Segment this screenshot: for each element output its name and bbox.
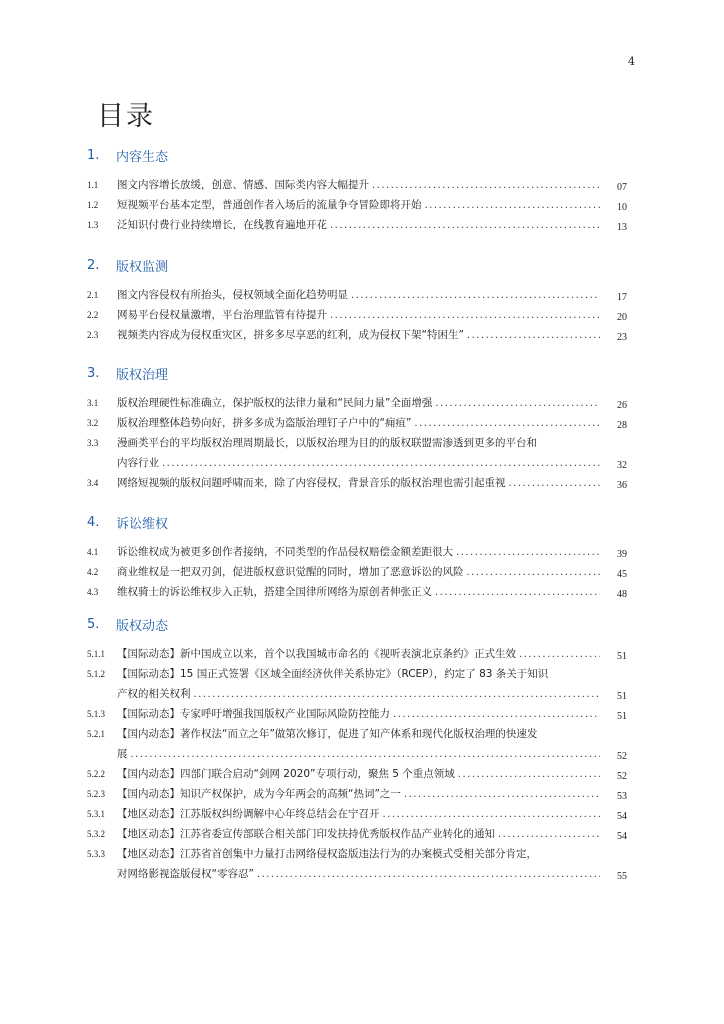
toc-entry[interactable] (87, 175, 627, 195)
entry-title: 【地区动态】江苏省委宣传部联合相关部门印发扶持优秀版权作品产业转化的通知 (117, 828, 495, 840)
entry-title: 商业维权是一把双刃剑，促进版权意识觉醒的同时，增加了恶意诉讼的风险 (117, 566, 464, 578)
entry-number: 5.3.3 (87, 849, 105, 859)
dot-leader (372, 176, 600, 196)
dot-leader (257, 865, 600, 885)
toc-entry[interactable] (87, 413, 627, 433)
dot-leader (467, 563, 601, 583)
entry-title: 视频类内容成为侵权重灾区，拼多多尽享恶的红利，成为侵权下架“特困生” (117, 329, 464, 341)
toc-entry[interactable] (87, 285, 627, 305)
toc-entry[interactable] (87, 325, 627, 345)
section-number: 1. (87, 147, 100, 163)
entry-title: 短视频平台基本定型，普通创作者入场后的流量争夺冒险即将开始 (117, 199, 422, 211)
section-number: 5. (87, 616, 100, 632)
entry-title: 版权治理整体趋势向好，拼多多成为盗版治理钉子户中的“痈疽” (117, 417, 412, 429)
toc-section (87, 513, 627, 602)
entry-page-number: 51 (617, 711, 627, 722)
entry-number: 2.2 (87, 310, 99, 320)
entry-title: 展 (117, 748, 128, 760)
entry-page-number: 20 (617, 312, 627, 323)
entry-number: 5.2.3 (87, 789, 105, 799)
entry-page-number: 55 (617, 871, 627, 882)
entry-page-number: 52 (617, 751, 627, 762)
dot-leader (456, 543, 600, 563)
entry-title: 【国际动态】专家呼吁增强我国版权产业国际风险防控能力 (117, 708, 390, 720)
toc-entry[interactable] (87, 393, 627, 413)
section-title: 诉讼维权 (116, 516, 169, 532)
toc-title: 目录 (97, 101, 155, 132)
entry-title: 【国际动态】新中国成立以来，首个以我国城市命名的《视听表演北京条约》正式生效 (117, 648, 516, 660)
entry-page-number: 51 (617, 691, 627, 702)
entry-page-number: 26 (617, 400, 627, 411)
entry-title: 【国内动态】著作权法“而立之年”做第次修订，促进了知产体系和现代化版权治理的快速发 (117, 728, 538, 740)
entry-number: 2.1 (87, 290, 99, 300)
entry-number: 4.2 (87, 567, 99, 577)
dot-leader (404, 785, 600, 805)
entry-number: 1.3 (87, 220, 99, 230)
dot-leader (435, 394, 600, 414)
section-header[interactable] (87, 146, 627, 164)
dot-leader (498, 825, 600, 845)
entry-page-number: 36 (617, 480, 627, 491)
entry-number: 5.1.3 (87, 709, 105, 719)
entry-title: 【地区动态】江苏版权纠纷调解中心年终总结会在宁召开 (117, 808, 380, 820)
entry-title: 漫画类平台的平均版权治理周期最长，以版权治理为目的的版权联盟需渗透到更多的平台和 (117, 437, 537, 449)
dot-leader (131, 745, 601, 765)
entry-title: 网络短视频的版权问题呼啸而来，除了内容侵权，背景音乐的版权治理也需引起重视 (117, 477, 506, 489)
section-number: 4. (87, 514, 100, 530)
toc-entry[interactable] (87, 562, 627, 582)
section-header[interactable] (87, 513, 627, 531)
dot-leader (330, 306, 600, 326)
toc-entry[interactable] (87, 764, 627, 784)
entry-title: 图文内容侵权有所抬头，侵权领域全面化趋势明显 (117, 289, 348, 301)
entry-number: 4.3 (87, 587, 99, 597)
entry-title: 版权治理硬性标准确立，保护版权的法律力量和“民间力量”全面增强 (117, 397, 433, 409)
entry-number: 4.1 (87, 547, 99, 557)
dot-leader (330, 216, 600, 236)
entry-title: 诉讼维权成为被更多创作者接纳，不同类型的作品侵权赔偿金额差距很大 (117, 546, 453, 558)
entry-title: 产权的相关权利 (117, 688, 191, 700)
entry-number: 1.2 (87, 200, 99, 210)
dot-leader (162, 454, 600, 474)
toc-entry[interactable] (87, 305, 627, 325)
entry-page-number: 23 (617, 332, 627, 343)
toc-section (87, 256, 627, 345)
dot-leader (458, 765, 600, 785)
toc-entry[interactable] (87, 804, 627, 824)
entry-number: 5.3.2 (87, 829, 105, 839)
toc-entry[interactable] (87, 644, 627, 664)
dot-leader (467, 326, 600, 346)
entry-number: 5.2.2 (87, 769, 105, 779)
section-number: 3. (87, 365, 100, 381)
section-header[interactable] (87, 615, 627, 633)
entry-page-number: 48 (617, 589, 627, 600)
entry-title: 网易平台侵权量激增，平台治理监管有待提升 (117, 309, 327, 321)
entry-number: 3.4 (87, 478, 99, 488)
dot-leader (351, 286, 600, 306)
toc-entry[interactable] (87, 582, 627, 602)
entry-number: 5.2.1 (87, 729, 105, 739)
section-number: 2. (87, 257, 100, 273)
dot-leader (519, 645, 600, 665)
toc-entry[interactable] (87, 215, 627, 235)
toc-entry[interactable] (87, 664, 627, 704)
section-title: 版权动态 (116, 618, 169, 634)
entry-number: 5.3.1 (87, 809, 105, 819)
entry-page-number: 28 (617, 420, 627, 431)
entry-page-number: 07 (617, 182, 627, 193)
entry-title: 【国内动态】知识产权保护，成为今年两会的高频“热词”之一 (117, 788, 401, 800)
toc-entry[interactable] (87, 844, 627, 884)
entry-page-number: 54 (617, 831, 627, 842)
dot-leader (383, 805, 601, 825)
entry-number: 3.3 (87, 438, 99, 448)
toc-entry[interactable] (87, 433, 627, 473)
entry-title: 对网络影视盗版侵权“零容忍” (117, 868, 254, 880)
toc-entry[interactable] (87, 195, 627, 215)
entry-page-number: 39 (617, 549, 627, 560)
entry-title: 内容行业 (117, 457, 159, 469)
entry-number: 3.2 (87, 418, 99, 428)
entry-page-number: 53 (617, 791, 627, 802)
toc-entry[interactable] (87, 824, 627, 844)
entry-page-number: 10 (617, 202, 627, 213)
toc-entry[interactable] (87, 784, 627, 804)
toc-entry[interactable] (87, 724, 627, 764)
dot-leader (194, 685, 601, 705)
entry-number: 3.1 (87, 398, 99, 408)
entry-page-number: 17 (617, 292, 627, 303)
section-title: 内容生态 (116, 149, 169, 165)
entry-page-number: 51 (617, 651, 627, 662)
entry-title: 【国内动态】四部门联合启动“剑网 2020”专项行动，聚焦 5 个重点领域 (117, 768, 455, 780)
toc-section (87, 146, 627, 235)
dot-leader (425, 196, 601, 216)
section-header[interactable] (87, 256, 627, 274)
entry-title: 维权骑士的诉讼维权步入正轨，搭建全国律所网络为原创者伸张正义 (117, 586, 432, 598)
entry-title: 图文内容增长放缓，创意、情感、国际类内容大幅提升 (117, 179, 369, 191)
entry-number: 5.1.1 (87, 649, 105, 659)
toc-section (87, 364, 627, 493)
entry-number: 2.3 (87, 330, 99, 340)
entry-number: 5.1.2 (87, 669, 105, 679)
section-title: 版权治理 (116, 367, 169, 383)
entry-page-number: 54 (617, 811, 627, 822)
section-header[interactable] (87, 364, 627, 382)
entry-page-number: 32 (617, 460, 627, 471)
toc-section (87, 615, 627, 884)
dot-leader (509, 474, 601, 494)
dot-leader (435, 583, 600, 603)
dot-leader (414, 414, 600, 434)
entry-number: 1.1 (87, 180, 99, 190)
entry-page-number: 13 (617, 222, 627, 233)
entry-page-number: 52 (617, 771, 627, 782)
toc-entry[interactable] (87, 473, 627, 493)
entry-title: 泛知识付费行业持续增长，在线教育遍地开花 (117, 219, 327, 231)
entry-title: 【国际动态】15 国正式签署《区域全面经济伙伴关系协定》（RCEP），约定了 83 条关于知识 (117, 668, 549, 680)
entry-page-number: 45 (617, 569, 627, 580)
dot-leader (393, 705, 600, 725)
toc-entry[interactable] (87, 542, 627, 562)
page-number: 4 (628, 55, 635, 68)
toc-entry[interactable] (87, 704, 627, 724)
section-title: 版权监测 (116, 259, 169, 275)
entry-title: 【地区动态】江苏省首创集中力量打击网络侵权盗版违法行为的办案模式受相关部分肯定， (117, 848, 537, 860)
